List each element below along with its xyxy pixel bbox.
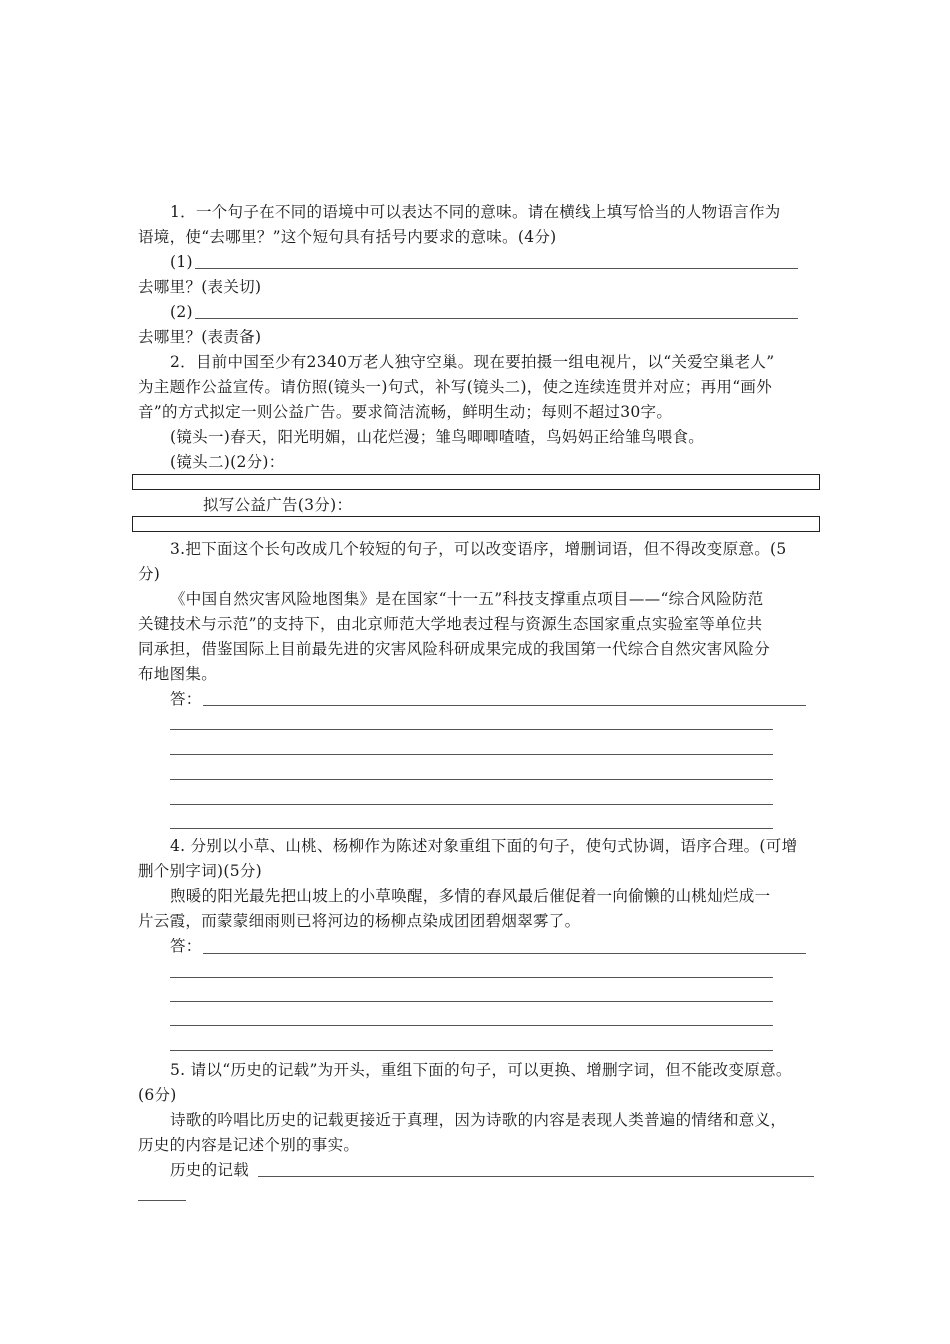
q3-line2: 分)	[138, 565, 161, 583]
q1-line1: 1．一个句子在不同的语境中可以表达不同的意味。请在横线上填写恰当的人物语言作为	[170, 203, 781, 221]
q3-answer-line[interactable]	[170, 779, 773, 780]
q4-answer-line[interactable]	[203, 953, 806, 954]
q2-line1: 2．目前中国至少有2340万老人独守空巢。现在要拍摄一组电视片，以“关爱空巢老人”	[170, 353, 775, 371]
q4-answer-line[interactable]	[170, 1001, 773, 1002]
q3-passage-line2: 关键技术与示范”的支持下，由北京师范大学地表过程与资源生态国家重点实验室等单位共	[138, 615, 763, 633]
q3-answer-line[interactable]	[170, 804, 773, 805]
q2-shot1: (镜头一)春天，阳光明媚，山花烂漫；雏鸟唧唧喳喳，鸟妈妈正给雏鸟喂食。	[170, 428, 705, 446]
q3-answer-line[interactable]	[170, 828, 773, 829]
q1-item2-suffix: 去哪里？(表责备)	[138, 328, 262, 346]
q5-passage-line2: 历史的内容是记述个别的事实。	[138, 1136, 360, 1154]
q3-passage-line4: 布地图集。	[138, 665, 218, 683]
q5-passage-line1: 诗歌的吟唱比历史的记载更接近于真理，因为诗歌的内容是表现人类普遍的情绪和意义，	[170, 1111, 787, 1129]
q3-answer-line[interactable]	[170, 754, 773, 755]
q1-item1-number: (1)	[170, 253, 193, 271]
q1-line2: 语境，使“去哪里？”这个短句具有括号内要求的意味。(4分)	[138, 228, 557, 246]
q5-lead-text: 历史的记载	[170, 1161, 250, 1179]
q5-answer-line-continuation[interactable]	[138, 1200, 186, 1201]
q3-passage-line3: 同承担，借鉴国际上目前最先进的灾害风险科研成果完成的我国第一代综合自然灾害风险分	[138, 640, 771, 658]
q2-shot2-answer-box[interactable]	[132, 474, 820, 490]
q4-answer-line[interactable]	[170, 1050, 773, 1051]
q4-answer-line[interactable]	[170, 1025, 773, 1026]
q3-line1: 3.把下面这个长句改成几个较短的句子，可以改变语序，增删词语，但不得改变原意。(5	[170, 540, 787, 558]
q2-line3: 音”的方式拟定一则公益广告。要求简洁流畅，鲜明生动；每则不超过30字。	[138, 403, 673, 421]
q4-passage-line1: 煦暖的阳光最先把山坡上的小草唤醒，多情的春风最后催促着一向偷懒的山桃灿烂成一	[170, 887, 771, 905]
q5-line2: (6分)	[138, 1086, 177, 1104]
q2-ad-label: 拟写公益广告(3分)：	[203, 496, 353, 514]
q3-answer-line[interactable]	[203, 705, 806, 706]
q1-item1-answer-line[interactable]	[195, 268, 798, 269]
q2-shot2-label: (镜头二)(2分)：	[170, 453, 285, 471]
q3-passage-line1: 《中国自然灾害风险地图集》是在国家“十一五”科技支撑重点项目——“综合风险防范	[170, 590, 764, 608]
q2-line2: 为主题作公益宣传。请仿照(镜头一)句式，补写(镜头二)，使之连续连贯并对应；再用“画外	[138, 378, 773, 396]
q5-line1: 5. 请以“历史的记载”为开头，重组下面的句子，可以更换、增删字词，但不能改变原意。	[170, 1061, 792, 1079]
q4-line1: 4. 分别以小草、山桃、杨柳作为陈述对象重组下面的句子，使句式协调，语序合理。(可增	[170, 837, 798, 855]
q4-line2: 删个别字词)(5分)	[138, 862, 263, 880]
q3-answer-label: 答：	[170, 690, 202, 708]
q2-ad-answer-box[interactable]	[132, 516, 820, 532]
q4-passage-line2: 片云霞，而蒙蒙细雨则已将河边的杨柳点染成团团碧烟翠雾了。	[138, 912, 581, 930]
q1-item2-number: (2)	[170, 303, 193, 321]
q4-answer-line[interactable]	[170, 977, 773, 978]
q5-answer-line[interactable]	[258, 1176, 814, 1177]
q1-item2-answer-line[interactable]	[195, 318, 798, 319]
q4-answer-label: 答：	[170, 937, 202, 955]
q1-item1-suffix: 去哪里？(表关切)	[138, 278, 262, 296]
q3-answer-line[interactable]	[170, 729, 773, 730]
